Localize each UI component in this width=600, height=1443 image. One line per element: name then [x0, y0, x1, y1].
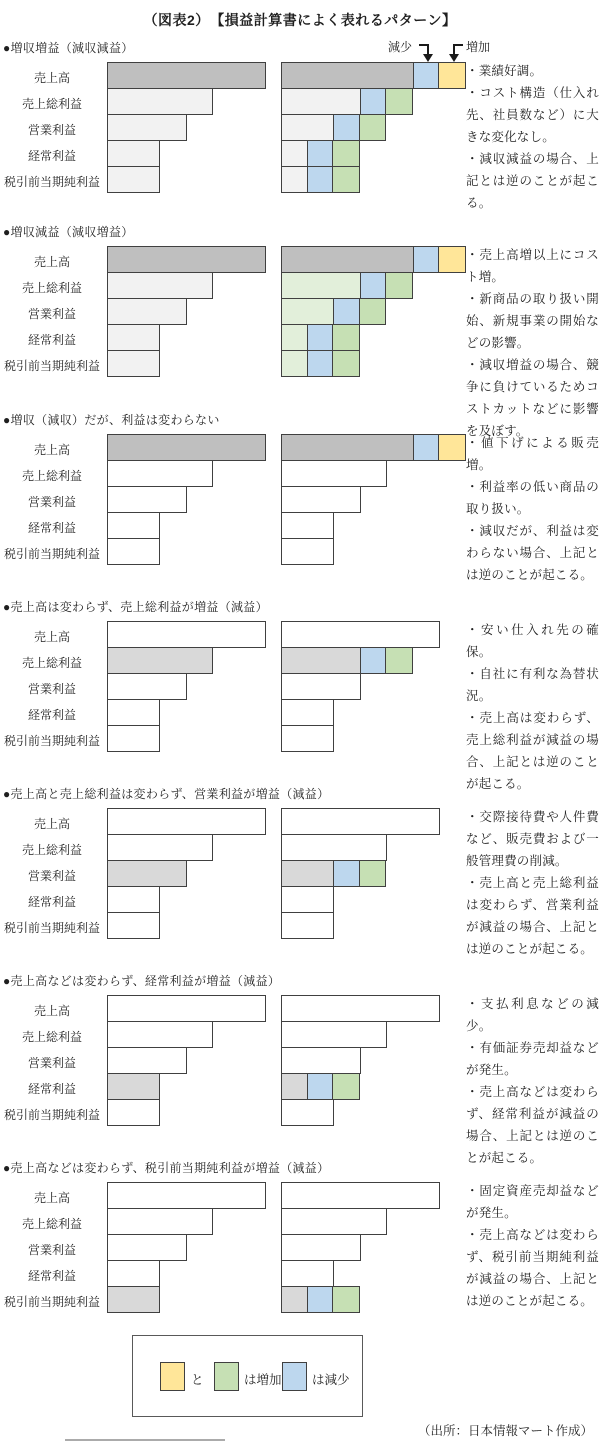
right-chart-bar-segment-white: [281, 912, 334, 939]
left-chart-bar-segment-light: [107, 350, 160, 377]
left-chart-bar-segment-mid: [107, 647, 213, 674]
left-chart-bar-segment-white: [107, 621, 266, 648]
section-comments: [466, 60, 599, 214]
left-chart-bar-segment-white: [107, 673, 187, 700]
right-chart-bar-segment-light: [281, 140, 308, 167]
right-chart-bar-segment-blue: [413, 246, 441, 273]
left-chart-bar-segment-mid: [107, 860, 187, 887]
right-chart-bar-segment-white: [281, 834, 387, 861]
right-chart-bar-segment-mid: [281, 647, 361, 674]
comment-line: ・自社に有利な為替状況。: [466, 667, 599, 703]
row-label: 税引前当期純利益: [3, 175, 100, 189]
comment-line: ・支払利息などの減少。: [466, 997, 599, 1033]
row-label: 営業利益: [27, 307, 76, 321]
left-chart-bar-segment-light: [107, 324, 160, 351]
right-chart-bar-segment-green: [385, 647, 413, 674]
section-heading: ●売上高などは変わらず、経常利益が増益（減益）: [3, 974, 281, 988]
left-chart-bar-segment-light: [107, 166, 160, 193]
section-heading: ●売上高などは変わらず、税引前当期純利益が増益（減益）: [3, 1161, 330, 1175]
right-chart-bar-segment-gray: [281, 246, 414, 273]
left-chart-bar-segment-white: [107, 995, 266, 1022]
right-chart-bar-segment-pale: [281, 324, 308, 351]
row-label: 営業利益: [27, 682, 76, 696]
right-chart-bar-segment-gray: [281, 62, 414, 89]
right-chart-bar-segment-white: [281, 512, 334, 539]
comment-line: ・値下げによる販売増。: [466, 436, 599, 472]
left-chart-bar-segment-white: [107, 912, 160, 939]
page-title: （図表2） 【損益計算書によく表れるパターン】: [143, 12, 457, 28]
decrease-arrow-icon: [423, 54, 433, 62]
left-chart-bar-segment-light: [107, 140, 160, 167]
right-chart-bar-segment-white: [281, 1208, 387, 1235]
comment-line: ・売上高などは変わらず、税引前当期純利益が減益の場合、上記とは逆のことが起こる。: [466, 1228, 599, 1308]
left-chart-bar-segment-white: [107, 886, 160, 913]
right-chart-bar-segment-green: [332, 350, 360, 377]
row-label: 経常利益: [27, 521, 76, 535]
comment-line: ・固定資産売却益などが発生。: [466, 1184, 599, 1220]
right-chart-bar-segment-white: [281, 1099, 334, 1126]
right-chart-bar-segment-gray: [281, 434, 414, 461]
row-label: 税引前当期純利益: [3, 921, 100, 935]
row-label: 売上総利益: [21, 843, 82, 857]
right-chart-bar-segment-white: [281, 460, 387, 487]
increase-connector-line: [453, 44, 463, 46]
row-label: 税引前当期純利益: [3, 1295, 100, 1309]
right-chart-bar-segment-blue: [413, 434, 441, 461]
right-chart-bar-segment-green: [332, 324, 360, 351]
row-label: 経常利益: [27, 1269, 76, 1283]
right-chart-bar-segment-green: [332, 1286, 360, 1313]
right-chart-bar-segment-light: [281, 166, 308, 193]
row-label: 売上総利益: [21, 469, 82, 483]
right-chart-bar-segment-blue: [307, 1286, 335, 1313]
section-comments: [466, 432, 599, 586]
right-chart-bar-segment-blue: [333, 298, 361, 325]
right-chart-bar-segment-blue: [360, 88, 388, 115]
row-label: 営業利益: [27, 495, 76, 509]
right-chart-bar-segment-green: [332, 140, 360, 167]
comment-line: ・減収増益の場合、競争に負けているためコストカットなどに影響を及ぼす。: [466, 358, 599, 438]
row-label: 売上総利益: [21, 97, 82, 111]
comment-line: ・減収だが、利益は変わらない場合、上記とは逆のことが起こる。: [466, 524, 599, 582]
row-label: 経常利益: [27, 333, 76, 347]
right-chart-bar-segment-white: [281, 538, 334, 565]
right-chart-bar-segment-white: [281, 1182, 440, 1209]
right-chart-bar-segment-white: [281, 1260, 334, 1287]
right-chart-bar-segment-white: [281, 886, 334, 913]
right-chart-bar-segment-green: [359, 298, 387, 325]
right-chart-bar-segment-blue: [360, 647, 388, 674]
left-chart-bar-segment-light: [107, 114, 187, 141]
left-chart-bar-segment-white: [107, 486, 187, 513]
row-label: 売上総利益: [21, 1030, 82, 1044]
right-chart-bar-segment-green: [385, 272, 413, 299]
right-chart-bar-segment-white: [281, 699, 334, 726]
row-label: 税引前当期純利益: [3, 359, 100, 373]
right-chart-bar-segment-yellow: [438, 246, 466, 273]
right-chart-bar-segment-blue: [307, 1073, 335, 1100]
left-chart-bar-segment-white: [107, 725, 160, 752]
left-chart-bar-segment-mid: [107, 1286, 160, 1313]
legend-green-swatch: [214, 1362, 239, 1391]
legend-decrease-label: は減少: [312, 1373, 350, 1387]
row-label: 税引前当期純利益: [3, 1108, 100, 1122]
section-comments: [466, 993, 599, 1169]
right-chart-bar-segment-pale: [281, 272, 361, 299]
left-chart-bar-segment-light: [107, 298, 187, 325]
row-label: 経常利益: [27, 149, 76, 163]
right-chart-bar-segment-yellow: [438, 434, 466, 461]
comment-line: ・売上高と売上総利益は変わらず、営業利益が減益の場合、上記とは逆のことが起こる。: [466, 876, 599, 956]
comment-line: ・利益率の低い商品の取り扱い。: [466, 480, 599, 516]
left-chart-bar-segment-light: [107, 272, 213, 299]
row-label: 売上総利益: [21, 656, 82, 670]
left-chart-bar-segment-gray: [107, 434, 266, 461]
increase-annotation-label: 増加: [466, 40, 491, 54]
right-chart-bar-segment-white: [281, 725, 334, 752]
section-comments: [466, 1180, 599, 1312]
left-chart-bar-segment-white: [107, 1047, 187, 1074]
left-chart-bar-segment-light: [107, 88, 213, 115]
row-label: 営業利益: [27, 869, 76, 883]
right-chart-bar-segment-blue: [360, 272, 388, 299]
increase-arrow-icon: [449, 54, 459, 62]
comment-line: ・安い仕入れ先の確保。: [466, 623, 599, 659]
section-heading: ●売上高と売上総利益は変わらず、営業利益が増益（減益）: [3, 787, 330, 801]
right-chart-bar-segment-blue: [333, 860, 361, 887]
right-chart-bar-segment-mid: [281, 860, 334, 887]
right-chart-bar-segment-light: [281, 114, 334, 141]
left-chart-bar-segment-white: [107, 538, 160, 565]
left-chart-bar-segment-mid: [107, 1073, 160, 1100]
row-label: 営業利益: [27, 1056, 76, 1070]
row-label: 売上総利益: [21, 281, 82, 295]
comment-line: ・業績好調。: [466, 64, 543, 78]
section-heading: ●売上高は変わらず、売上総利益が増益（減益）: [3, 600, 268, 614]
source-note: （出所：日本情報マート作成）: [417, 1424, 593, 1438]
legend-increase-label: は増加: [244, 1373, 282, 1387]
right-chart-bar-segment-blue: [307, 140, 335, 167]
comment-line: ・交際接待費や人件費など、販売費および一般管理費の削減。: [466, 810, 599, 868]
right-chart-bar-segment-white: [281, 808, 440, 835]
row-label: 税引前当期純利益: [3, 547, 100, 561]
row-label: 経常利益: [27, 895, 76, 909]
right-chart-bar-segment-yellow: [438, 62, 466, 89]
right-chart-bar-segment-green: [359, 860, 387, 887]
row-label: 経常利益: [27, 708, 76, 722]
legend-and-text: と: [191, 1373, 204, 1387]
comment-line: ・コスト構造（仕入れ先、社員数など）に大きな変化なし。: [466, 86, 599, 144]
right-chart-bar-segment-blue: [413, 62, 441, 89]
section-heading: ●増収減益（減収増益）: [3, 225, 134, 239]
comment-line: ・減収減益の場合、上記とは逆のことが起こる。: [466, 152, 599, 210]
row-label: 売上高: [33, 1191, 70, 1205]
right-chart-bar-segment-white: [281, 673, 361, 700]
row-label: 売上高: [33, 443, 70, 457]
right-chart-bar-segment-white: [281, 1021, 387, 1048]
right-chart-bar-segment-mid: [281, 1073, 308, 1100]
row-label: 売上高: [33, 817, 70, 831]
right-chart-bar-segment-white: [281, 1234, 361, 1261]
right-chart-bar-segment-pale: [281, 298, 334, 325]
section-comments: [466, 806, 599, 960]
section-comments: [466, 619, 599, 795]
section-comments: [466, 244, 599, 442]
row-label: 売上高: [33, 71, 70, 85]
right-chart-bar-segment-blue: [307, 166, 335, 193]
left-chart-bar-segment-white: [107, 460, 213, 487]
right-chart-bar-segment-pale: [281, 350, 308, 377]
left-chart-bar-segment-white: [107, 1099, 160, 1126]
left-chart-bar-segment-gray: [107, 246, 266, 273]
row-label: 売上総利益: [21, 1217, 82, 1231]
row-label: 営業利益: [27, 1243, 76, 1257]
row-label: 経常利益: [27, 1082, 76, 1096]
right-chart-bar-segment-mid: [281, 1286, 308, 1313]
comment-line: ・有価証券売却益などが発生。: [466, 1041, 599, 1077]
left-chart-bar-segment-white: [107, 699, 160, 726]
right-chart-bar-segment-green: [359, 114, 387, 141]
left-chart-bar-segment-white: [107, 1208, 213, 1235]
bottom-rule: [65, 1439, 225, 1441]
right-chart-bar-segment-green: [332, 166, 360, 193]
legend-box: [132, 1335, 363, 1417]
left-chart-bar-segment-white: [107, 512, 160, 539]
right-chart-bar-segment-white: [281, 995, 440, 1022]
row-label: 売上高: [33, 1004, 70, 1018]
left-chart-bar-segment-white: [107, 834, 213, 861]
right-chart-bar-segment-green: [332, 1073, 360, 1100]
decrease-annotation-label: 減少: [388, 40, 413, 54]
comment-line: ・売上高は変わらず、売上総利益が減益の場合、上記とは逆のことが起こる。: [466, 711, 599, 791]
comment-line: ・新商品の取り扱い開始、新規事業の開始などの影響。: [466, 292, 599, 350]
left-chart-bar-segment-white: [107, 1234, 187, 1261]
right-chart-bar-segment-blue: [333, 114, 361, 141]
right-chart-bar-segment-blue: [307, 324, 335, 351]
section-heading: ●増収（減収）だが、利益は変わらない: [3, 413, 220, 427]
left-chart-bar-segment-gray: [107, 62, 266, 89]
right-chart-bar-segment-white: [281, 1047, 361, 1074]
right-chart-bar-segment-blue: [307, 350, 335, 377]
comment-line: ・売上高などは変わらず、経常利益が減益の場合、上記とは逆のことが起こる。: [466, 1085, 599, 1165]
row-label: 営業利益: [27, 123, 76, 137]
left-chart-bar-segment-white: [107, 1260, 160, 1287]
right-chart-bar-segment-green: [385, 88, 413, 115]
left-chart-bar-segment-white: [107, 1182, 266, 1209]
row-label: 税引前当期純利益: [3, 734, 100, 748]
row-label: 売上高: [33, 255, 70, 269]
section-heading: ●増収増益（減収減益）: [3, 41, 134, 55]
right-chart-bar-segment-light: [281, 88, 361, 115]
row-label: 売上高: [33, 630, 70, 644]
right-chart-bar-segment-white: [281, 486, 361, 513]
legend-yellow-swatch: [160, 1362, 185, 1391]
comment-line: ・売上高増以上にコスト増。: [466, 248, 599, 284]
left-chart-bar-segment-white: [107, 808, 266, 835]
legend-blue-swatch: [282, 1362, 307, 1391]
right-chart-bar-segment-white: [281, 621, 440, 648]
left-chart-bar-segment-white: [107, 1021, 213, 1048]
